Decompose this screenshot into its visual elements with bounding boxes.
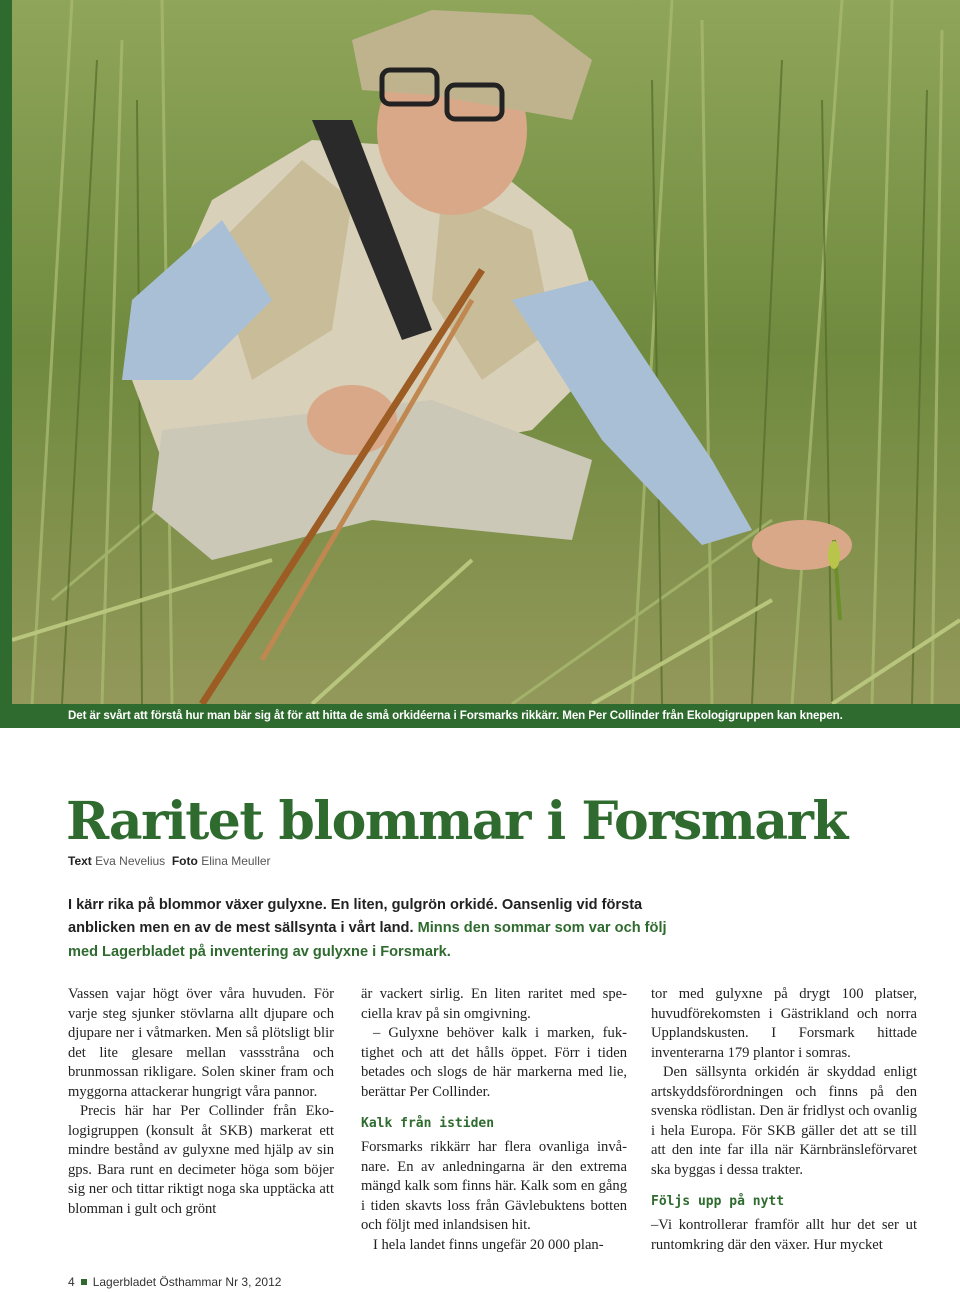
publication-name: Lagerbladet Östhammar Nr 3, 2012 (92, 1275, 282, 1289)
photo-man-kneeling-in-reeds-icon (12, 0, 960, 704)
paragraph: Den sällsynta orkidén är skyddad enligt artskyddsförordningen och finns på den svenska rödlistan. Den är fridlyst och ovanlig i hela Europa. För SKB gäller det att se till att den inte far illa när Kärnbränsleförvaret ska byggas i dessa trakter. (651, 1064, 917, 1178)
ingress-part2: Minns den sommar som var och följ med Lagerbladet på inventering av gulyxne i Forsmark. (68, 920, 667, 960)
page-number: 4 (68, 1275, 75, 1289)
paragraph: Forsmarks rikkärr har flera ovanliga invånare. En av anledningarna är den extrema mängd kalk som finns här. Kalk som en gång i tiden skavts loss från Gävlebuktens botten och följt med inlandsisen hit. (361, 1139, 627, 1234)
paragraph: Precis här har Per Collinder från Ekologigruppen (konsult åt SKB) markerat ett mindre bestånd av gulyxne med hjälp av sin gps. Bara runt en decimeter höga som böjer sig ner och tittar riktigt noga ska upptäcka att blomman i gult och grönt (68, 1103, 334, 1218)
byline-photo-author: Elina Meuller (201, 854, 271, 868)
paragraph: – Gulyxne behöver kalk i marken, fuktighet och att det hålls öppet. Förr i tiden betades och slogs de här markerna med lie, berättar Per Collinder. (361, 1025, 627, 1100)
subheading-kalk: Kalk från istiden (361, 1116, 495, 1132)
square-bullet-icon (81, 1279, 87, 1285)
paragraph: tor med gulyxne på drygt 100 platser, huvudförekomsten i Gästrikland och norra Upplandskusten. I Forsmark hittade inventerarna 179 plantor i somras. (651, 986, 917, 1061)
page-footer (68, 1275, 281, 1289)
body-column-3 (651, 985, 917, 1256)
byline-photo-label: Foto (171, 854, 198, 868)
photo-caption: Det är svårt att förstå hur man bär sig åt för att hitta de små orkidéerna i Forsmarks rikkärr. Men Per Collinder från Ekologigruppen kan knepen. (68, 709, 843, 722)
body-column-1 (68, 985, 334, 1220)
byline (68, 854, 271, 868)
article-ingress (68, 894, 668, 964)
subheading-foljs: Följs upp på nytt (651, 1194, 785, 1210)
ingress-part1: I kärr rika på blommor växer gulyxne. En liten, gulgrön orkidé. Oansenlig vid första anblicken men en av de mest sällsynta i vårt land. (68, 897, 643, 937)
paragraph: I hela landet finns ungefär 20 000 plan- (373, 1237, 604, 1254)
byline-text-author: Eva Nevelius (95, 854, 166, 868)
body-column-2 (361, 985, 627, 1256)
paragraph: –Vi kontrollerar framför allt hur det ser ut runtomkring där den växer. Hur mycket (651, 1217, 917, 1254)
paragraph: är vackert sirlig. En liten raritet med speciella krav på sin omgivning. (361, 986, 627, 1022)
article-photo (12, 0, 960, 704)
paragraph: Vassen vajar högt över våra huvuden. För varje steg sjunker stövlarna allt djupare och djupare ner i våtmarken. Men så plötsligt blir det lite glesare mellan vassstråna och brunmossan rikligare. Solen skiner fram och myggorna attackerar hungrigt våra pannor. (68, 986, 334, 1100)
byline-text-label: Text (68, 854, 92, 868)
article-title: Raritet blommar i Forsmark (66, 791, 847, 852)
